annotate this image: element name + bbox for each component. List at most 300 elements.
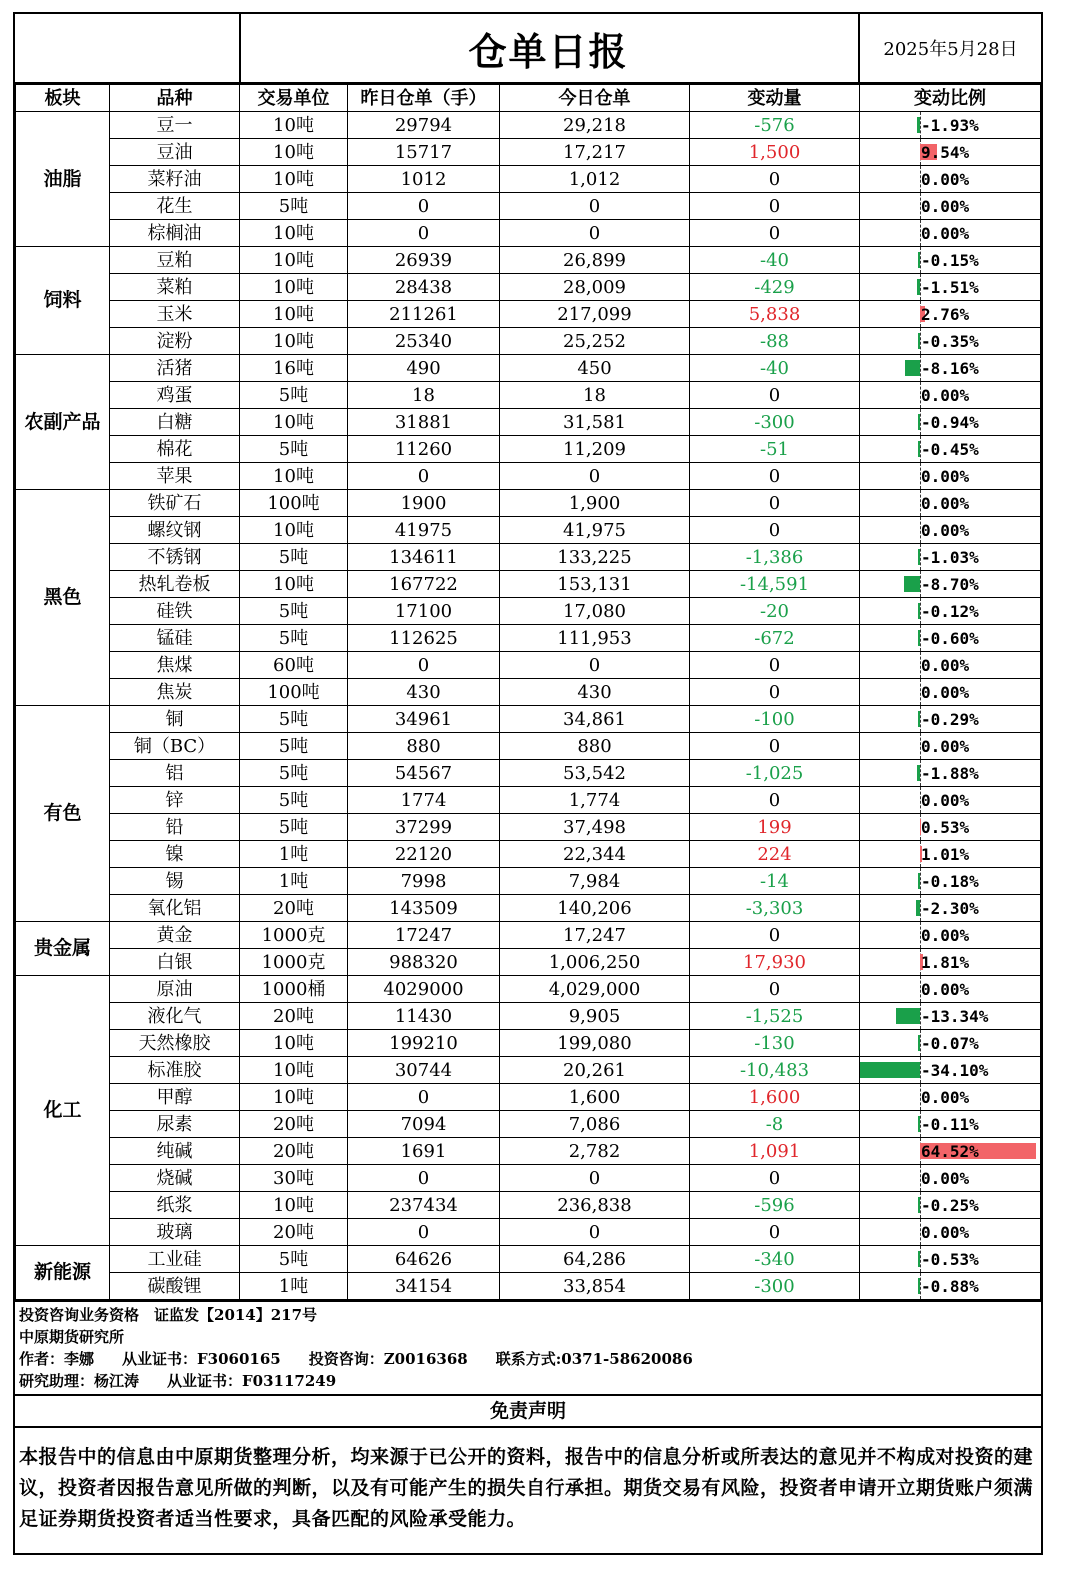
report-date: 2025年5月28日 [883, 39, 1018, 60]
today-cell: 0 [500, 1165, 690, 1192]
table-row [16, 1273, 1041, 1300]
unit-cell: 10吨 [240, 328, 348, 355]
ratio-cell [860, 544, 1041, 571]
item-cell: 焦煤 [110, 652, 240, 679]
ratio-cell [860, 733, 1041, 760]
item-cell: 锌 [110, 787, 240, 814]
ratio-cell [860, 1084, 1041, 1111]
ratio-cell [860, 814, 1041, 841]
prev-cell: 28438 [348, 274, 500, 301]
warehouse-receipt-report [13, 12, 1043, 1555]
table-row [16, 1219, 1041, 1246]
ratio-cell [860, 517, 1041, 544]
unit-cell: 10吨 [240, 301, 348, 328]
unit-cell: 5吨 [240, 706, 348, 733]
today-cell: 1,900 [500, 490, 690, 517]
prev-cell: 1012 [348, 166, 500, 193]
sector-cell: 贵金属 [16, 922, 110, 976]
ratio-cell [860, 1030, 1041, 1057]
change-cell: 1,500 [690, 139, 860, 166]
item-cell: 锡 [110, 868, 240, 895]
table-row [16, 1246, 1041, 1273]
change-cell: 17,930 [690, 949, 860, 976]
ratio-text: -0.15% [921, 250, 979, 270]
unit-cell: 60吨 [240, 652, 348, 679]
unit-cell: 5吨 [240, 760, 348, 787]
change-cell: -40 [690, 247, 860, 274]
ratio-text: -0.25% [921, 1195, 979, 1215]
item-cell: 白糖 [110, 409, 240, 436]
table-row [16, 841, 1041, 868]
change-cell: 0 [690, 1165, 860, 1192]
table-row [16, 1057, 1041, 1084]
ratio-cell [860, 247, 1041, 274]
ratio-cell [860, 922, 1041, 949]
unit-cell: 5吨 [240, 382, 348, 409]
ratio-cell [860, 1165, 1041, 1192]
ratio-cell [860, 625, 1041, 652]
prev-cell: 17100 [348, 598, 500, 625]
unit-cell: 1吨 [240, 1273, 348, 1300]
item-cell: 液化气 [110, 1003, 240, 1030]
table-row [16, 139, 1041, 166]
table-row [16, 193, 1041, 220]
ratio-text: -0.12% [921, 601, 979, 621]
ratio-text: -8.16% [921, 358, 979, 378]
table-row [16, 706, 1041, 733]
today-cell: 880 [500, 733, 690, 760]
unit-cell: 20吨 [240, 1003, 348, 1030]
item-cell: 热轧卷板 [110, 571, 240, 598]
change-cell: 0 [690, 976, 860, 1003]
table-row [16, 1003, 1041, 1030]
item-cell: 豆粕 [110, 247, 240, 274]
change-cell: -51 [690, 436, 860, 463]
ratio-cell [860, 1219, 1041, 1246]
table-row [16, 895, 1041, 922]
unit-cell: 5吨 [240, 625, 348, 652]
prev-cell: 7094 [348, 1111, 500, 1138]
report-header [15, 14, 1041, 84]
ratio-cell [860, 760, 1041, 787]
ratio-cell [860, 193, 1041, 220]
header-unit: 交易单位 [240, 85, 348, 112]
ratio-cell [860, 409, 1041, 436]
prev-cell: 134611 [348, 544, 500, 571]
change-cell: 0 [690, 787, 860, 814]
table-row [16, 463, 1041, 490]
table-row [16, 220, 1041, 247]
today-cell: 31,581 [500, 409, 690, 436]
ratio-cell [860, 436, 1041, 463]
ratio-cell [860, 463, 1041, 490]
today-cell: 0 [500, 463, 690, 490]
ratio-text: 0.00% [921, 1222, 970, 1242]
ratio-text: 0.00% [921, 466, 970, 486]
prev-cell: 31881 [348, 409, 500, 436]
item-cell: 烧碱 [110, 1165, 240, 1192]
unit-cell: 20吨 [240, 1219, 348, 1246]
ratio-text: -0.88% [921, 1276, 979, 1296]
today-cell: 26,899 [500, 247, 690, 274]
today-cell: 199,080 [500, 1030, 690, 1057]
today-cell: 153,131 [500, 571, 690, 598]
today-cell: 0 [500, 193, 690, 220]
unit-cell: 10吨 [240, 409, 348, 436]
change-cell: -300 [690, 409, 860, 436]
ratio-text: 2.76% [921, 304, 970, 324]
item-cell: 棕榈油 [110, 220, 240, 247]
ratio-cell [860, 139, 1041, 166]
unit-cell: 10吨 [240, 571, 348, 598]
today-cell: 9,905 [500, 1003, 690, 1030]
prev-cell: 4029000 [348, 976, 500, 1003]
unit-cell: 10吨 [240, 247, 348, 274]
ratio-cell [860, 274, 1041, 301]
header-blank-cell [15, 14, 241, 82]
ratio-text: 0.00% [921, 1087, 970, 1107]
item-cell: 铜 [110, 706, 240, 733]
change-cell: -20 [690, 598, 860, 625]
today-cell: 2,782 [500, 1138, 690, 1165]
table-row [16, 247, 1041, 274]
table-row [16, 949, 1041, 976]
today-cell: 1,600 [500, 1084, 690, 1111]
ratio-cell [860, 571, 1041, 598]
header-item: 品种 [110, 85, 240, 112]
change-cell: -596 [690, 1192, 860, 1219]
table-row [16, 166, 1041, 193]
sector-cell: 饲料 [16, 247, 110, 355]
ratio-text: -0.29% [921, 709, 979, 729]
unit-cell: 5吨 [240, 814, 348, 841]
ratio-text: 0.00% [921, 196, 970, 216]
item-cell: 纸浆 [110, 1192, 240, 1219]
header-change: 变动量 [690, 85, 860, 112]
change-cell: 0 [690, 166, 860, 193]
table-row [16, 571, 1041, 598]
ratio-text: 1.01% [921, 844, 970, 864]
ratio-cell [860, 355, 1041, 382]
today-cell: 0 [500, 1219, 690, 1246]
ratio-text: 0.00% [921, 979, 970, 999]
ratio-cell [860, 1057, 1041, 1084]
unit-cell: 5吨 [240, 544, 348, 571]
change-cell: -10,483 [690, 1057, 860, 1084]
unit-cell: 10吨 [240, 517, 348, 544]
prev-cell: 29794 [348, 112, 500, 139]
ratio-text: -0.45% [921, 439, 979, 459]
sector-cell: 农副产品 [16, 355, 110, 490]
prev-cell: 0 [348, 652, 500, 679]
item-cell: 锰硅 [110, 625, 240, 652]
unit-cell: 10吨 [240, 1057, 348, 1084]
item-cell: 铝 [110, 760, 240, 787]
footer-cert: 从业证书：F3060165 [122, 1350, 281, 1368]
ratio-cell [860, 382, 1041, 409]
unit-cell: 5吨 [240, 193, 348, 220]
table-row [16, 733, 1041, 760]
item-cell: 氧化铝 [110, 895, 240, 922]
table-row [16, 436, 1041, 463]
report-title: 仓单日报 [239, 14, 860, 82]
table-row [16, 382, 1041, 409]
ratio-cell [860, 1003, 1041, 1030]
today-cell: 17,247 [500, 922, 690, 949]
unit-cell: 20吨 [240, 895, 348, 922]
item-cell: 豆油 [110, 139, 240, 166]
today-cell: 7,984 [500, 868, 690, 895]
item-cell: 玉米 [110, 301, 240, 328]
prev-cell: 11260 [348, 436, 500, 463]
ratio-text: 0.00% [921, 520, 970, 540]
ratio-cell [860, 598, 1041, 625]
change-cell: 224 [690, 841, 860, 868]
item-cell: 原油 [110, 976, 240, 1003]
disclaimer-title: 免责声明 [15, 1394, 1041, 1426]
unit-cell: 10吨 [240, 463, 348, 490]
table-row [16, 625, 1041, 652]
change-cell: 0 [690, 463, 860, 490]
change-cell: 0 [690, 679, 860, 706]
item-cell: 纯碱 [110, 1138, 240, 1165]
today-cell: 18 [500, 382, 690, 409]
ratio-cell [860, 301, 1041, 328]
today-cell: 25,252 [500, 328, 690, 355]
prev-cell: 25340 [348, 328, 500, 355]
footer-author-line [19, 1348, 1037, 1370]
table-row [16, 544, 1041, 571]
change-cell: -130 [690, 1030, 860, 1057]
change-cell: -429 [690, 274, 860, 301]
change-cell: 0 [690, 517, 860, 544]
item-cell: 铅 [110, 814, 240, 841]
ratio-text: 0.00% [921, 655, 970, 675]
today-cell: 7,086 [500, 1111, 690, 1138]
report-footer [15, 1300, 1041, 1394]
today-cell: 1,006,250 [500, 949, 690, 976]
unit-cell: 1000克 [240, 922, 348, 949]
prev-cell: 0 [348, 1165, 500, 1192]
item-cell: 豆一 [110, 112, 240, 139]
prev-cell: 112625 [348, 625, 500, 652]
ratio-cell [860, 1273, 1041, 1300]
footer-author: 作者：李娜 [19, 1350, 95, 1368]
change-cell: 0 [690, 490, 860, 517]
prev-cell: 0 [348, 463, 500, 490]
prev-cell: 30744 [348, 1057, 500, 1084]
today-cell: 1,774 [500, 787, 690, 814]
prev-cell: 237434 [348, 1192, 500, 1219]
prev-cell: 7998 [348, 868, 500, 895]
ratio-text: 0.00% [921, 925, 970, 945]
table-row [16, 274, 1041, 301]
disclaimer-text: 本报告中的信息由中原期货整理分析，均来源于已公开的资料，报告中的信息分析或所表达的意见并不构成对投资的建议，投资者因报告意见所做的判断，以及有可能产生的损失自行承担。期货交易有风险，投资者申请开立期货账户须满足证券期货投资者适当性要求，具备匹配的风险承受能力。 [15, 1426, 1041, 1553]
change-cell: 1,091 [690, 1138, 860, 1165]
ratio-text: 1.81% [921, 952, 970, 972]
prev-cell: 41975 [348, 517, 500, 544]
today-cell: 217,099 [500, 301, 690, 328]
ratio-cell [860, 1138, 1041, 1165]
change-cell: -576 [690, 112, 860, 139]
table-row [16, 868, 1041, 895]
prev-cell: 430 [348, 679, 500, 706]
prev-cell: 64626 [348, 1246, 500, 1273]
ratio-cell [860, 220, 1041, 247]
ratio-cell [860, 706, 1041, 733]
ratio-text: -0.94% [921, 412, 979, 432]
ratio-cell [860, 895, 1041, 922]
today-cell: 17,217 [500, 139, 690, 166]
ratio-cell [860, 841, 1041, 868]
prev-cell: 15717 [348, 139, 500, 166]
prev-cell: 0 [348, 220, 500, 247]
footer-qualification: 投资咨询业务资格 证监发【2014】217号 [19, 1306, 318, 1324]
table-row [16, 517, 1041, 544]
ratio-cell [860, 868, 1041, 895]
today-cell: 111,953 [500, 625, 690, 652]
table-row [16, 301, 1041, 328]
item-cell: 镍 [110, 841, 240, 868]
prev-cell: 490 [348, 355, 500, 382]
today-cell: 140,206 [500, 895, 690, 922]
ratio-text: 64.52% [921, 1141, 979, 1161]
prev-cell: 26939 [348, 247, 500, 274]
change-cell: 1,600 [690, 1084, 860, 1111]
item-cell: 工业硅 [110, 1246, 240, 1273]
ratio-cell [860, 976, 1041, 1003]
footer-institute: 中原期货研究所 [19, 1328, 125, 1346]
sector-cell: 油脂 [16, 112, 110, 247]
ratio-text: -0.53% [921, 1249, 979, 1269]
ratio-text: -1.03% [921, 547, 979, 567]
ratio-cell [860, 112, 1041, 139]
prev-cell: 880 [348, 733, 500, 760]
change-cell: -8 [690, 1111, 860, 1138]
today-cell: 41,975 [500, 517, 690, 544]
footer-assistant-line [19, 1370, 1037, 1392]
item-cell: 白银 [110, 949, 240, 976]
prev-cell: 988320 [348, 949, 500, 976]
table-row [16, 598, 1041, 625]
today-cell: 133,225 [500, 544, 690, 571]
prev-cell: 37299 [348, 814, 500, 841]
unit-cell: 100吨 [240, 490, 348, 517]
prev-cell: 18 [348, 382, 500, 409]
today-cell: 64,286 [500, 1246, 690, 1273]
table-row [16, 787, 1041, 814]
item-cell: 花生 [110, 193, 240, 220]
unit-cell: 10吨 [240, 139, 348, 166]
sector-cell: 新能源 [16, 1246, 110, 1300]
change-cell: 0 [690, 193, 860, 220]
item-cell: 焦炭 [110, 679, 240, 706]
today-cell: 236,838 [500, 1192, 690, 1219]
table-row [16, 409, 1041, 436]
ratio-text: -1.51% [921, 277, 979, 297]
change-cell: 5,838 [690, 301, 860, 328]
header-prev: 昨日仓单（手） [348, 85, 500, 112]
sector-cell: 黑色 [16, 490, 110, 706]
table-row [16, 652, 1041, 679]
item-cell: 硅铁 [110, 598, 240, 625]
change-cell: 0 [690, 382, 860, 409]
change-cell: -100 [690, 706, 860, 733]
change-cell: -14 [690, 868, 860, 895]
ratio-cell [860, 1192, 1041, 1219]
header-today: 今日仓单 [500, 85, 690, 112]
footer-assistant: 研究助理：杨江涛 [19, 1372, 140, 1390]
today-cell: 1,012 [500, 166, 690, 193]
header-sector: 板块 [16, 85, 110, 112]
change-cell: -88 [690, 328, 860, 355]
item-cell: 菜籽油 [110, 166, 240, 193]
table-row [16, 814, 1041, 841]
ratio-text: 0.00% [921, 736, 970, 756]
prev-cell: 143509 [348, 895, 500, 922]
change-cell: -40 [690, 355, 860, 382]
table-row [16, 112, 1041, 139]
table-row [16, 922, 1041, 949]
item-cell: 棉花 [110, 436, 240, 463]
table-row [16, 1165, 1041, 1192]
today-cell: 17,080 [500, 598, 690, 625]
ratio-text: 0.00% [921, 493, 970, 513]
prev-cell: 11430 [348, 1003, 500, 1030]
unit-cell: 10吨 [240, 1084, 348, 1111]
unit-cell: 10吨 [240, 220, 348, 247]
change-cell: -3,303 [690, 895, 860, 922]
today-cell: 430 [500, 679, 690, 706]
unit-cell: 16吨 [240, 355, 348, 382]
item-cell: 铁矿石 [110, 490, 240, 517]
unit-cell: 1000克 [240, 949, 348, 976]
unit-cell: 5吨 [240, 436, 348, 463]
prev-cell: 17247 [348, 922, 500, 949]
unit-cell: 20吨 [240, 1111, 348, 1138]
table-row [16, 679, 1041, 706]
item-cell: 黄金 [110, 922, 240, 949]
item-cell: 菜粕 [110, 274, 240, 301]
today-cell: 4,029,000 [500, 976, 690, 1003]
unit-cell: 10吨 [240, 1192, 348, 1219]
prev-cell: 1900 [348, 490, 500, 517]
prev-cell: 167722 [348, 571, 500, 598]
prev-cell: 54567 [348, 760, 500, 787]
unit-cell: 10吨 [240, 166, 348, 193]
table-row [16, 976, 1041, 1003]
sector-cell: 化工 [16, 976, 110, 1246]
unit-cell: 5吨 [240, 733, 348, 760]
unit-cell: 10吨 [240, 274, 348, 301]
today-cell: 37,498 [500, 814, 690, 841]
today-cell: 20,261 [500, 1057, 690, 1084]
unit-cell: 10吨 [240, 112, 348, 139]
change-cell: -672 [690, 625, 860, 652]
table-row [16, 490, 1041, 517]
change-cell: 0 [690, 733, 860, 760]
ratio-text: -0.18% [921, 871, 979, 891]
item-cell: 活猪 [110, 355, 240, 382]
change-cell: -300 [690, 1273, 860, 1300]
prev-cell: 0 [348, 1084, 500, 1111]
unit-cell: 100吨 [240, 679, 348, 706]
table-row [16, 1030, 1041, 1057]
item-cell: 淀粉 [110, 328, 240, 355]
ratio-text: 0.00% [921, 223, 970, 243]
ratio-text: -0.35% [921, 331, 979, 351]
ratio-cell [860, 1246, 1041, 1273]
